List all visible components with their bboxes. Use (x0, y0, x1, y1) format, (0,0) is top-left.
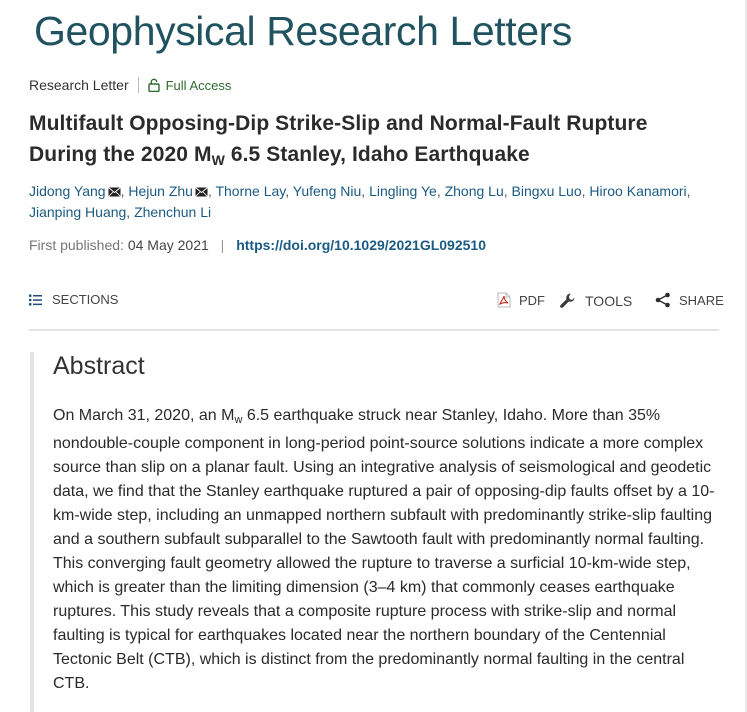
author-name[interactable]: Yufeng Niu (292, 183, 362, 199)
pdf-label: PDF (519, 292, 545, 308)
abstract-text (53, 404, 721, 696)
published-label: First published: (29, 237, 124, 253)
author-item (134, 204, 211, 220)
author-separator: , (581, 183, 586, 199)
toolbar-divider (29, 329, 719, 331)
author-name[interactable]: Jidong Yang (29, 183, 106, 199)
pub-separator: | (220, 237, 225, 253)
author-separator: , (361, 183, 366, 199)
author-list (29, 181, 729, 223)
author-item (29, 204, 130, 220)
author-name[interactable]: Thorne Lay (215, 183, 286, 199)
list-icon (29, 294, 42, 306)
author-item (215, 183, 289, 199)
title-text-end: 6.5 Stanley, Idaho Earthquake (224, 143, 530, 166)
pdf-icon (497, 292, 511, 308)
author-name[interactable]: Lingling Ye (369, 183, 437, 199)
published-date: 04 May 2021 (127, 237, 209, 253)
abstract-text-rest: 6.5 earthquake struck near Stanley, Idaho. More than 35% nondouble-couple component in long-period point-source solutions indicate a more complex source than slip on a planar fault. Using an integrative analysis of seismological and geodetic data, we find that the Stanley earthquake ruptured a pair of opposing-dip faults offset by a 10-km-wide step, including an unmapped northern subfault with predominantly strike-slip faulting and a southern subfault subparallel to the Sawtooth fault with predominantly normal faulting. This converging fault geometry allowed the rupture to traverse a surficial 10-km-wide step, which is greater than the limiting dimension (3–4 km) that commonly ceases earthquake ruptures. This study reveals that a composite rupture process with strike-slip and normal faulting is typical for earthquakes located near the northern boundary of the Centennial Tectonic Belt (CTB), which is distinct from the predominantly normal faulting in the central CTB. (53, 407, 715, 692)
tools-label: TOOLS (585, 293, 633, 309)
share-icon (655, 292, 671, 308)
share-label: SHARE (679, 292, 724, 308)
publication-info (29, 237, 486, 253)
envelope-icon[interactable] (195, 187, 208, 197)
tools-button[interactable] (559, 292, 632, 310)
author-name[interactable]: Hiroo Kanamori (589, 183, 687, 199)
author-separator: , (120, 183, 125, 199)
author-item (445, 183, 508, 199)
sections-label: SECTIONS (52, 292, 119, 307)
article-meta (29, 77, 231, 93)
author-item (29, 183, 124, 199)
abstract-subscript: w (234, 414, 243, 426)
author-separator: , (285, 183, 290, 199)
author-name[interactable]: Jianping Huang (29, 204, 127, 220)
envelope-icon[interactable] (108, 187, 121, 197)
meta-divider (138, 77, 139, 93)
author-item (293, 183, 365, 199)
lock-icon (148, 78, 160, 92)
author-separator: , (126, 204, 131, 220)
author-name[interactable]: Zhenchun Li (134, 204, 212, 220)
author-item (369, 183, 441, 199)
doi-link[interactable]: https://doi.org/10.1029/2021GL092510 (236, 237, 486, 253)
title-subscript: W (211, 152, 225, 168)
journal-title[interactable]: Geophysical Research Letters (34, 8, 573, 54)
article-title (29, 108, 719, 176)
abstract-section (30, 352, 724, 712)
article-type: Research Letter (29, 77, 129, 93)
author-item (589, 183, 690, 199)
access-badge: Full Access (165, 77, 232, 93)
pdf-button[interactable] (497, 292, 545, 308)
author-item (512, 183, 586, 199)
title-text: Multifault Opposing-Dip Strike-Slip and Normal-Fault Rupture During the 2020 M (29, 112, 648, 166)
abstract-heading: Abstract (53, 352, 145, 380)
share-button[interactable] (655, 292, 724, 308)
author-name[interactable]: Bingxu Luo (511, 183, 582, 199)
author-separator: , (503, 183, 508, 199)
author-separator: , (207, 183, 212, 199)
wrench-icon (559, 292, 577, 310)
author-name[interactable]: Hejun Zhu (128, 183, 193, 199)
author-name[interactable]: Zhong Lu (444, 183, 504, 199)
article-toolbar (29, 292, 724, 312)
author-separator: , (686, 183, 691, 199)
author-item (128, 183, 211, 199)
abstract-text-start: On March 31, 2020, an M (53, 407, 235, 424)
sections-button[interactable] (29, 292, 118, 307)
author-separator: , (436, 183, 441, 199)
